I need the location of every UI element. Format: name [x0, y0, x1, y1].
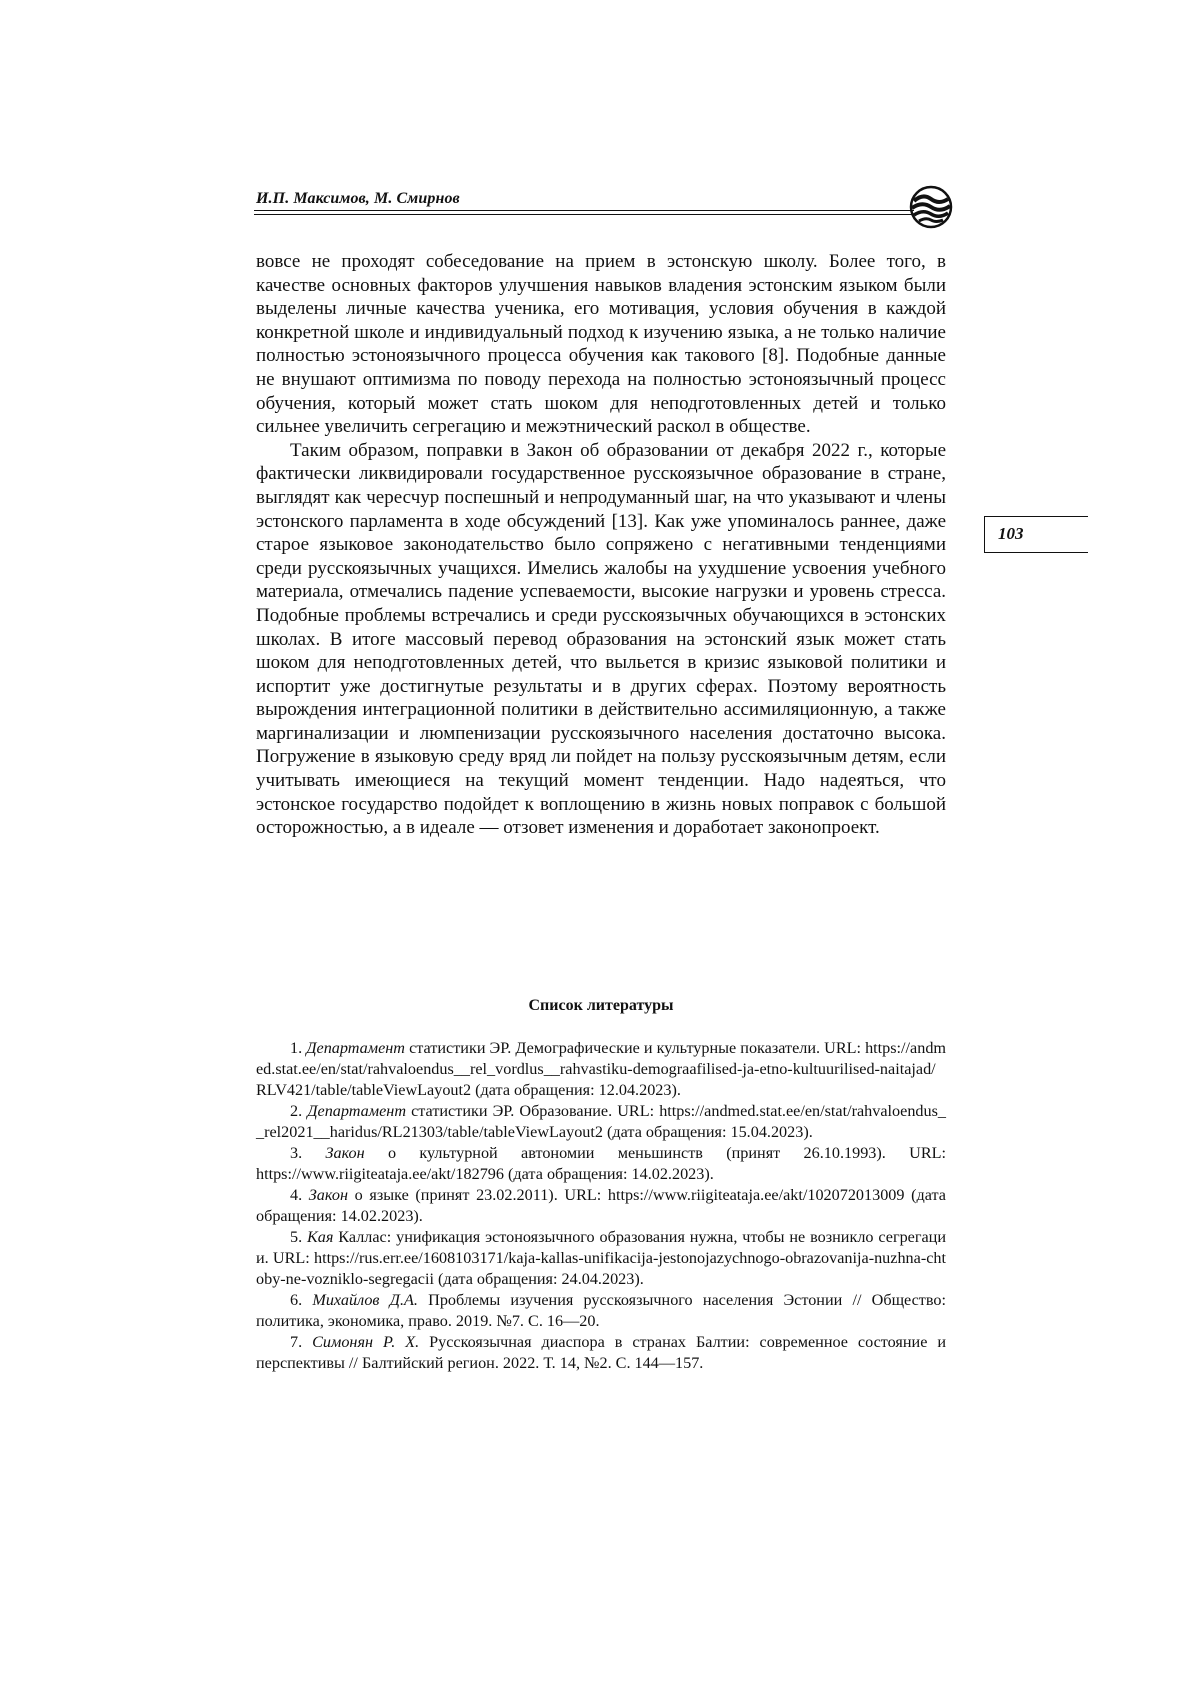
body-paragraph-2: Таким образом, поправки в Закон об образовании от декабря 2022 г., которые фактически ликвидировали государственное русскоязычное образование в стране, выглядят как чересчур поспешный и непродуманный шаг, на что указывают и члены эстонского парламента в ходе обсуждений [13]. Как уже упоминалось раннее, даже старое языковое законодательство было сопряжено с негативными тенденциями среди русскоязычных учащихся. Имелись жалобы на ухудшение усвоения учебного материала, отмечались падение успеваемости, высокие нагрузки и уровень стресса. Подобные проблемы встречались и среди русскоязычных обучающихся в эстонских школах. В итоге массовый перевод образования на эстонский язык может стать шоком для неподготовленных детей, что выльется в кризис языковой политики и испортит уже достигнутые результаты и в других сферах. Поэтому вероятность вырождения интеграционной политики в действительно ассимиляционную, а также маргинализации и люмпенизации русскоязычного населения достаточно высока. Погружение в языковую среду вряд ли пойдет на пользу русскоязычным детям, если учитывать имеющиеся на текущий момент тенденции. Надо надеяться, что эстонское государство подойдет к воплощению в жизнь новых поправок с большой осторожностью, а в идеале — отзовет изменения и доработает законопроект.	[256, 439, 946, 839]
article-body	[256, 250, 946, 840]
body-paragraph-1: вовсе не проходят собеседование на прием в эстонскую школу. Более того, в качестве основных факторов улучшения навыков владения эстонским языком были выделены личные качества ученика, его мотивация, условия обучения в каждой конкретной школе и индивидуальный подход к изучению языка, а не только наличие полностью эстоноязычного процесса обучения как такового [8]. Подобные данные не внушают оптимизма по поводу перехода на полностью эстоноязычный процесс обучения, который может стать шоком для неподготовленных детей и только сильнее увеличить сегрегацию и межэтнический раскол в обществе.	[256, 251, 946, 438]
reference-item: 3. Закон о культурной автономии меньшинств (принят 26.10.1993). URL: https://www.riigiteataja.ee/akt/182796 (дата обращения: 14.02.2023).	[256, 1144, 947, 1183]
reference-item: 1. Департамент статистики ЭР. Демографические и культурные показатели. URL: https://andmed.stat.ee/en/stat/rahvaloendus__rel_vordlus__rahvastiku-demograafilised-ja-etno-kultuurilised-naitajad/RLV421/table/tableViewLayout2 (дата обращения: 12.04.2023).	[256, 1039, 947, 1099]
header-rule-thin	[254, 214, 914, 215]
reference-item: 4. Закон о языке (принят 23.02.2011). URL: https://www.riigiteataja.ee/akt/102072013009 (дата обращения: 14.02.2023).	[256, 1186, 946, 1225]
page-box-left-line	[984, 516, 985, 552]
page-number: 103	[998, 524, 1024, 543]
reference-author: Департамент	[307, 1102, 407, 1120]
journal-wave-logo-icon	[908, 184, 954, 230]
running-header	[254, 186, 944, 220]
reference-item: 7. Симонян Р. Х. Русскоязычная диаспора в странах Балтии: современное состояние и перспективы // Балтийский регион. 2022. Т. 14, №2. С. 144—157.	[256, 1333, 946, 1372]
reference-author: Департамент	[306, 1039, 405, 1057]
page-box-bottom-line	[984, 552, 1088, 553]
reference-author: Симонян Р. Х.	[312, 1333, 420, 1351]
reference-author: Закон	[308, 1186, 348, 1204]
page-number-box	[984, 516, 1088, 552]
reference-item: 2. Департамент статистики ЭР. Образование. URL: https://andmed.stat.ee/en/stat/rahvaloendus__rel2021__haridus/RL21303/table/tableViewLayout2 (дата обращения: 15.04.2023).	[256, 1102, 946, 1141]
reference-author: Михайлов Д.А.	[312, 1291, 418, 1309]
references-list	[256, 1038, 946, 1374]
header-authors: И.П. Максимов, М. Смирнов	[256, 190, 460, 207]
reference-author: Кая	[307, 1228, 334, 1246]
references-title: Список литературы	[528, 997, 674, 1014]
header-rule-thick	[254, 210, 914, 211]
reference-item: 6. Михайлов Д.А. Проблемы изучения русскоязычного населения Эстонии // Общество: политика, экономика, право. 2019. №7. С. 16—20.	[256, 1291, 947, 1330]
page-box-top-line	[984, 516, 1088, 517]
reference-item: 5. Кая Каллас: унификация эстоноязычного образования нужна, чтобы не возникло сегрегации. URL: https://rus.err.ee/1608103171/kaja-kallas-unifikacija-jestonojazychnogo-obrazovanija-nuzhna-chtoby-ne-vozniklo-segregacii (дата обращения: 24.04.2023).	[256, 1228, 947, 1288]
reference-author: Закон	[325, 1144, 365, 1162]
